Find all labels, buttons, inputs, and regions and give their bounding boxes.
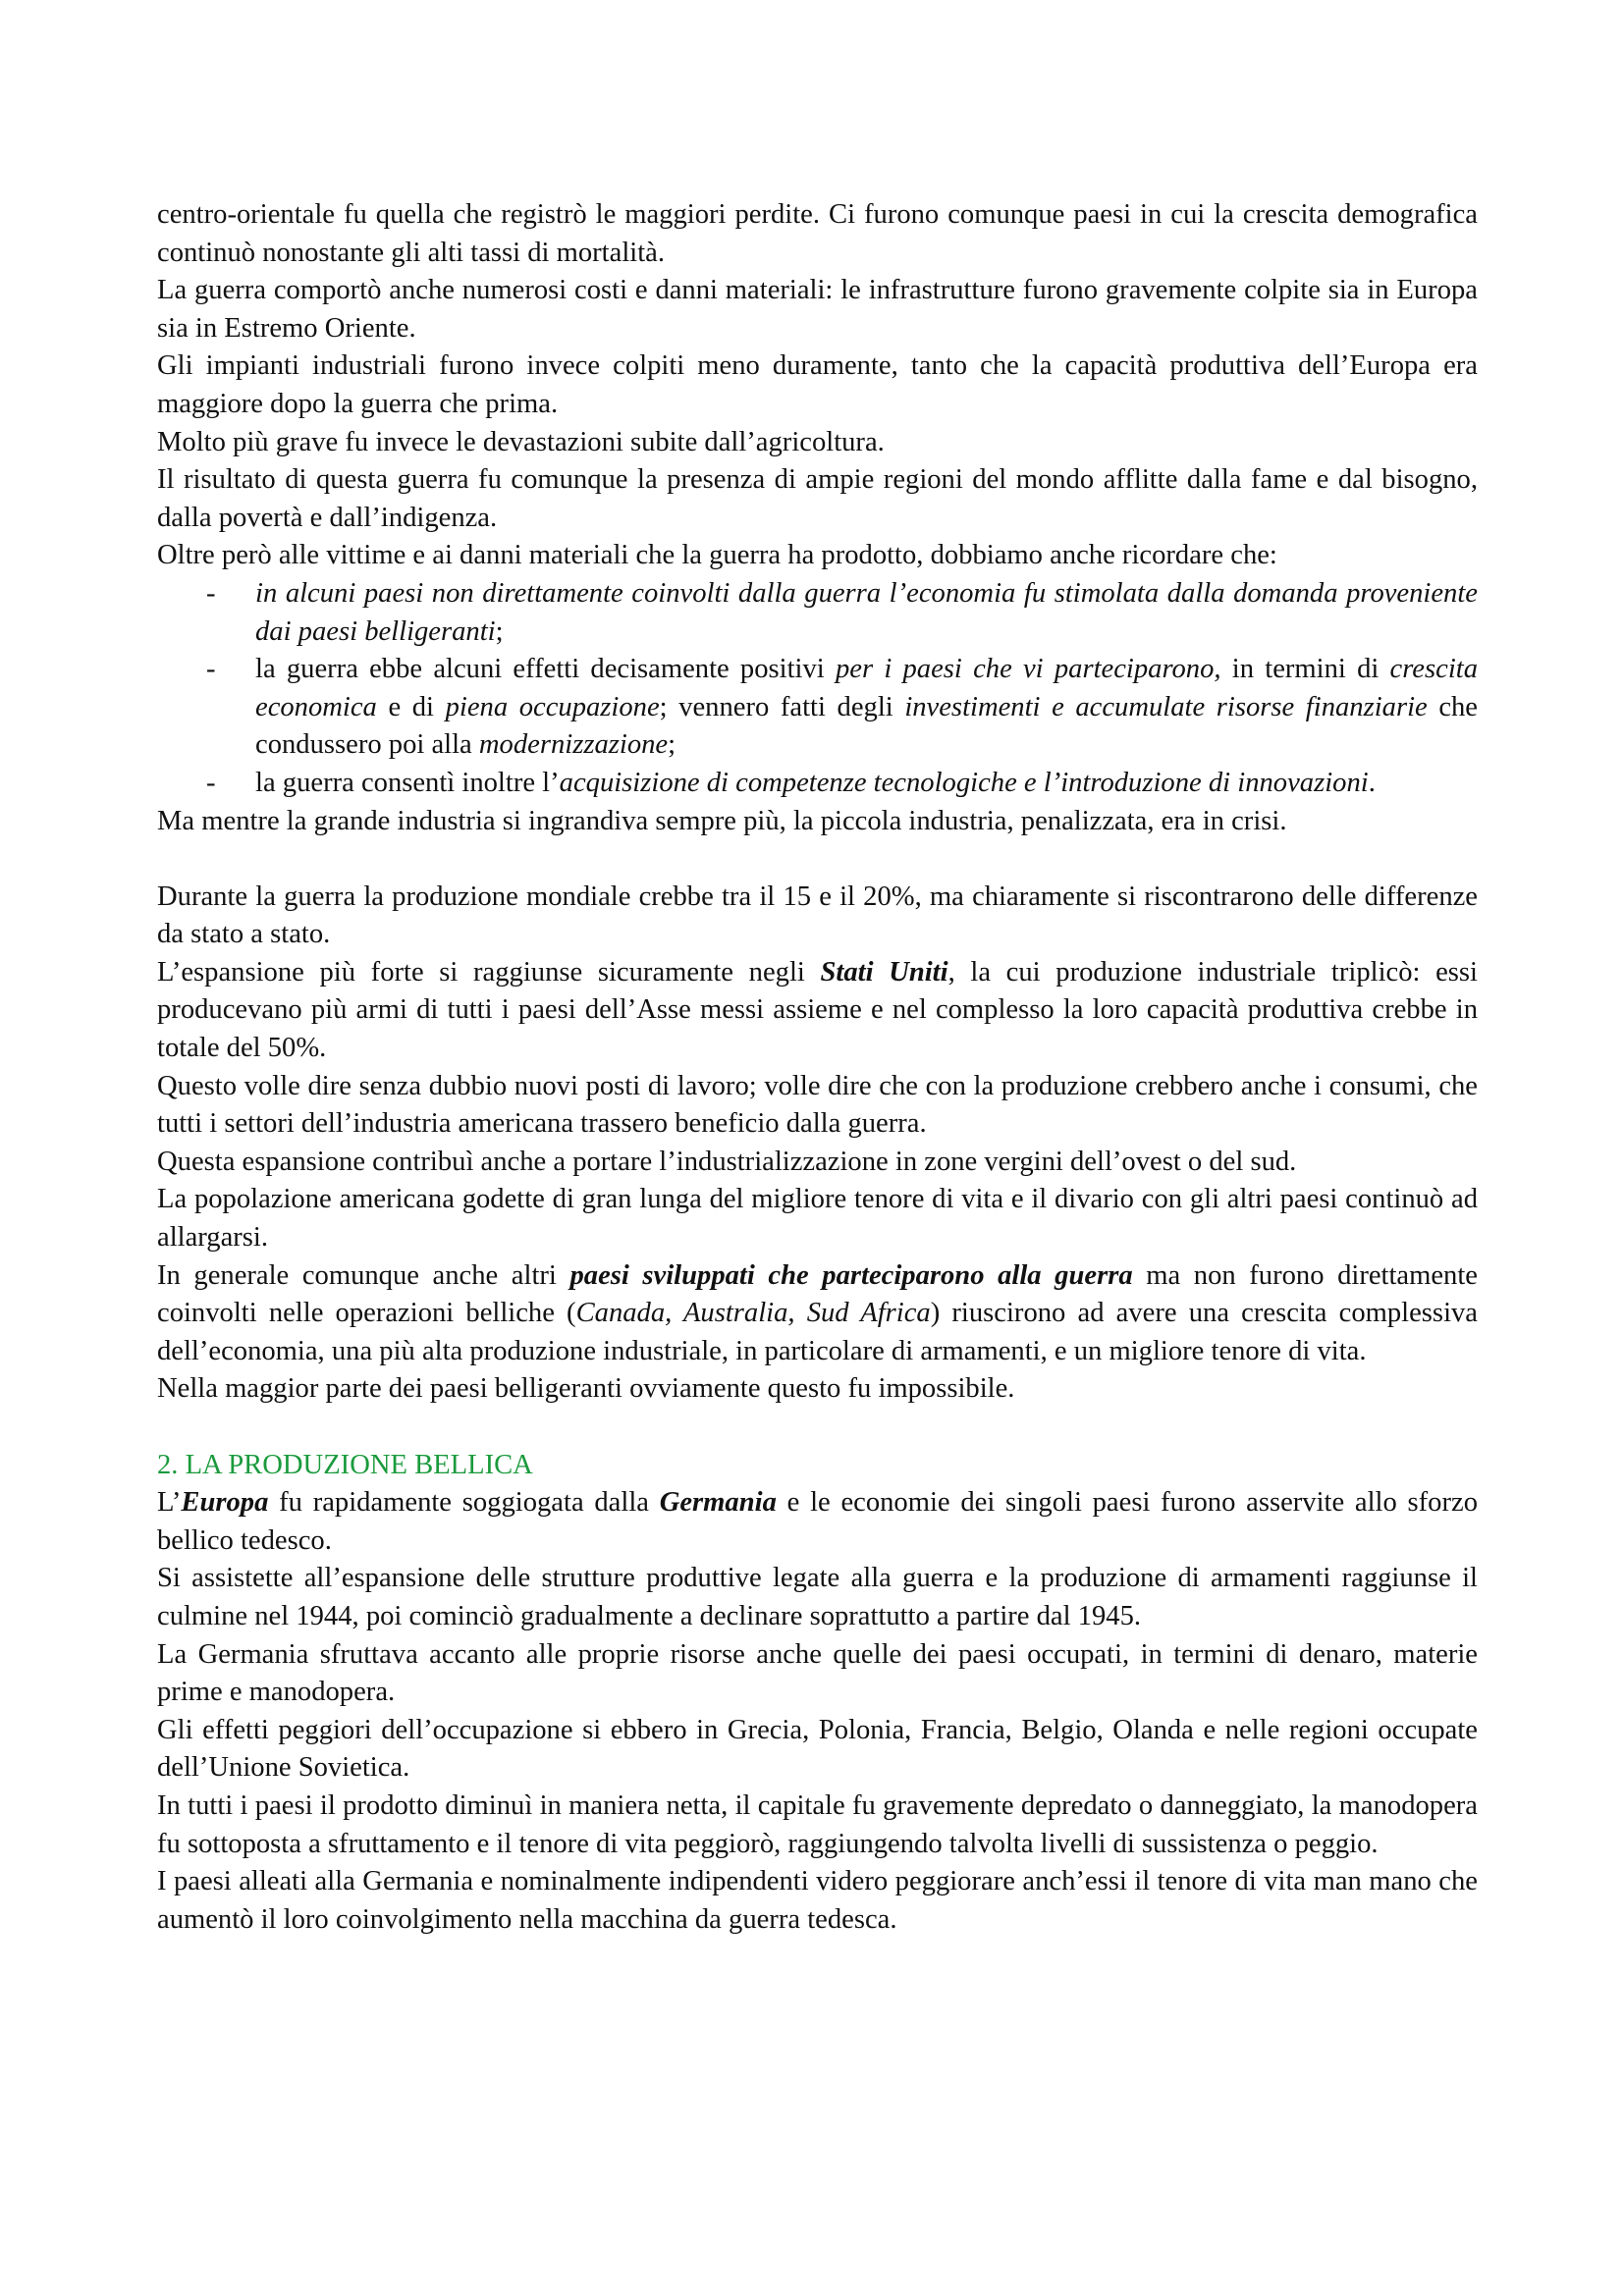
paragraph: Durante la guerra la produzione mondiale crebbe tra il 15 e il 20%, ma chiaramente si riscontrarono delle differenze da stato a stato. (157, 881, 1478, 950)
list-item-text: la guerra ebbe alcuni effetti decisamente positivi (255, 654, 836, 685)
list-item-emphasis: crescita economica (255, 654, 1478, 722)
list-item (157, 651, 1478, 765)
list-item-emphasis: modernizzazione (478, 729, 669, 761)
paragraph: Si assistette all’espansione delle strutture produttive legate alla guerra e la produzione di armamenti raggiunse il culmine nel 1944, poi cominciò gradualmente a declinare soprattutto a partire dal 1945. (157, 1563, 1478, 1631)
paragraph: Questo volle dire senza dubbio nuovi posti di lavoro; volle dire che con la produzione crebbero anche i consumi, che tutti i settori dell’industria americana trassero beneficio dalla guerra. (157, 1070, 1478, 1140)
list-item-text: . (1368, 767, 1376, 798)
text-run: In generale comunque anche altri (157, 1259, 570, 1291)
section-heading: 2. LA PRODUZIONE BELLICA (157, 1449, 533, 1480)
paragraph (157, 954, 1478, 1068)
italic-term: Canada, Australia, Sud Africa (575, 1298, 931, 1329)
paragraph: Oltre però alle vittime e ai danni materiali che la guerra ha prodotto, dobbiamo anche ricordare che: (157, 540, 1277, 571)
list-item-emphasis: per i paesi che vi parteciparono, (835, 654, 1221, 685)
paragraph (157, 1484, 1478, 1560)
list-item-text: ; vennero fatti degli (659, 691, 905, 722)
paragraph: La popolazione americana godette di gran lunga del migliore tenore di vita e il divario con gli altri paesi continuò ad allargarsi. (157, 1184, 1478, 1254)
list-item-emphasis: piena occupazione (445, 691, 660, 722)
list-item-text: ; (668, 729, 676, 761)
text-run: ) riuscirono ad avere una crescita complessiva dell’economia, una più alta produzione industriale, in particolare di armamenti, e un migliore tenore di vita. (157, 1298, 1478, 1366)
text-run: , la cui produzione industriale triplicò: essi producevano più armi di tutti i paesi dell’Asse messi assieme e nel complesso la loro capacità produttiva crebbe in totale del 50%. (157, 956, 1478, 1064)
bold-italic-term: Stati Uniti (820, 956, 948, 988)
list-item-text: la guerra consentì inoltre l’ (255, 767, 560, 798)
list-item-emphasis: in alcuni paesi non direttamente coinvolti dalla guerra l’economia fu stimolata dalla domanda proveniente dai paesi belligeranti (255, 577, 1478, 647)
list-item-text: e di (376, 691, 446, 722)
list-item-text: in termini di (1220, 654, 1390, 685)
list-item-emphasis: investimenti e accumulate risorse finanziarie (904, 691, 1428, 722)
text-run: L’espansione più forte si raggiunse sicuramente negli (157, 956, 821, 988)
bold-italic-term: Europa (181, 1487, 269, 1519)
paragraph: centro-orientale fu quella che registrò le maggiori perdite. Ci furono comunque paesi in cui la crescita demografica continuò nonostante gli alti tassi di mortalità. (157, 199, 1478, 268)
bold-italic-term: Germania (659, 1487, 777, 1519)
list-item (157, 575, 1478, 651)
paragraph: Il risultato di questa guerra fu comunque la presenza di ampie regioni del mondo afflitte dalla fame e dal bisogno, dalla povertà e dall’indigenza. (157, 464, 1478, 533)
paragraph: In tutti i paesi il prodotto diminuì in maniera netta, il capitale fu gravemente depredato o danneggiato, la manodopera fu sottoposta a sfruttamento e il tenore di vita peggiorò, raggiungendo talvolta livelli di sussistenza o peggio. (157, 1789, 1478, 1859)
text-run: ma non furono direttamente coinvolti nelle operazioni belliche ( (157, 1259, 1478, 1329)
document-page (157, 196, 1478, 1939)
text-run: L’ (157, 1487, 182, 1519)
paragraph: Ma mentre la grande industria si ingrandiva sempre più, la piccola industria, penalizzata, era in crisi. (157, 805, 1287, 836)
dash-list (157, 575, 1478, 803)
paragraph: La Germania sfruttava accanto alle proprie risorse anche quelle dei paesi occupati, in termini di denaro, materie prime e manodopera. (157, 1638, 1478, 1708)
paragraph: Questa espansione contribuì anche a portare l’industrializzazione in zone vergini dell’ovest o del sud. (157, 1146, 1297, 1177)
paragraph: Gli effetti peggiori dell’occupazione si ebbero in Grecia, Polonia, Francia, Belgio, Olanda e nelle regioni occupate dell’Unione Sovietica. (157, 1714, 1478, 1784)
list-item-text: che condussero poi alla (255, 691, 1478, 761)
list-item-emphasis: acquisizione di competenze tecnologiche e l’introduzione di innovazioni (559, 767, 1369, 798)
paragraph: Molto più grave fu invece le devastazioni subite dall’agricoltura. (157, 426, 885, 457)
paragraph: I paesi alleati alla Germania e nominalmente indipendenti videro peggiorare anch’essi il tenore di vita man mano che aumentò il loro coinvolgimento nella macchina da guerra tedesca. (157, 1866, 1478, 1935)
list-item-text: ; (495, 615, 504, 647)
bold-italic-term: paesi sviluppati che parteciparono alla guerra (569, 1259, 1133, 1291)
paragraph-spacer (157, 840, 1478, 879)
list-item (157, 765, 1478, 803)
paragraph: Gli impianti industriali furono invece colpiti meno duramente, tanto che la capacità produttiva dell’Europa era maggiore dopo la guerra che prima. (157, 350, 1478, 419)
paragraph: Nella maggior parte dei paesi belligeranti ovviamente questo fu impossibile. (157, 1373, 1015, 1405)
paragraph (157, 1257, 1478, 1371)
paragraph-spacer (157, 1409, 1478, 1447)
text-run: fu rapidamente soggiogata dalla (268, 1487, 660, 1519)
text-run: e le economie dei singoli paesi furono asservite allo sforzo bellico tedesco. (157, 1487, 1478, 1556)
paragraph: La guerra comportò anche numerosi costi e danni materiali: le infrastrutture furono gravemente colpite sia in Europa sia in Estremo Oriente. (157, 275, 1478, 344)
